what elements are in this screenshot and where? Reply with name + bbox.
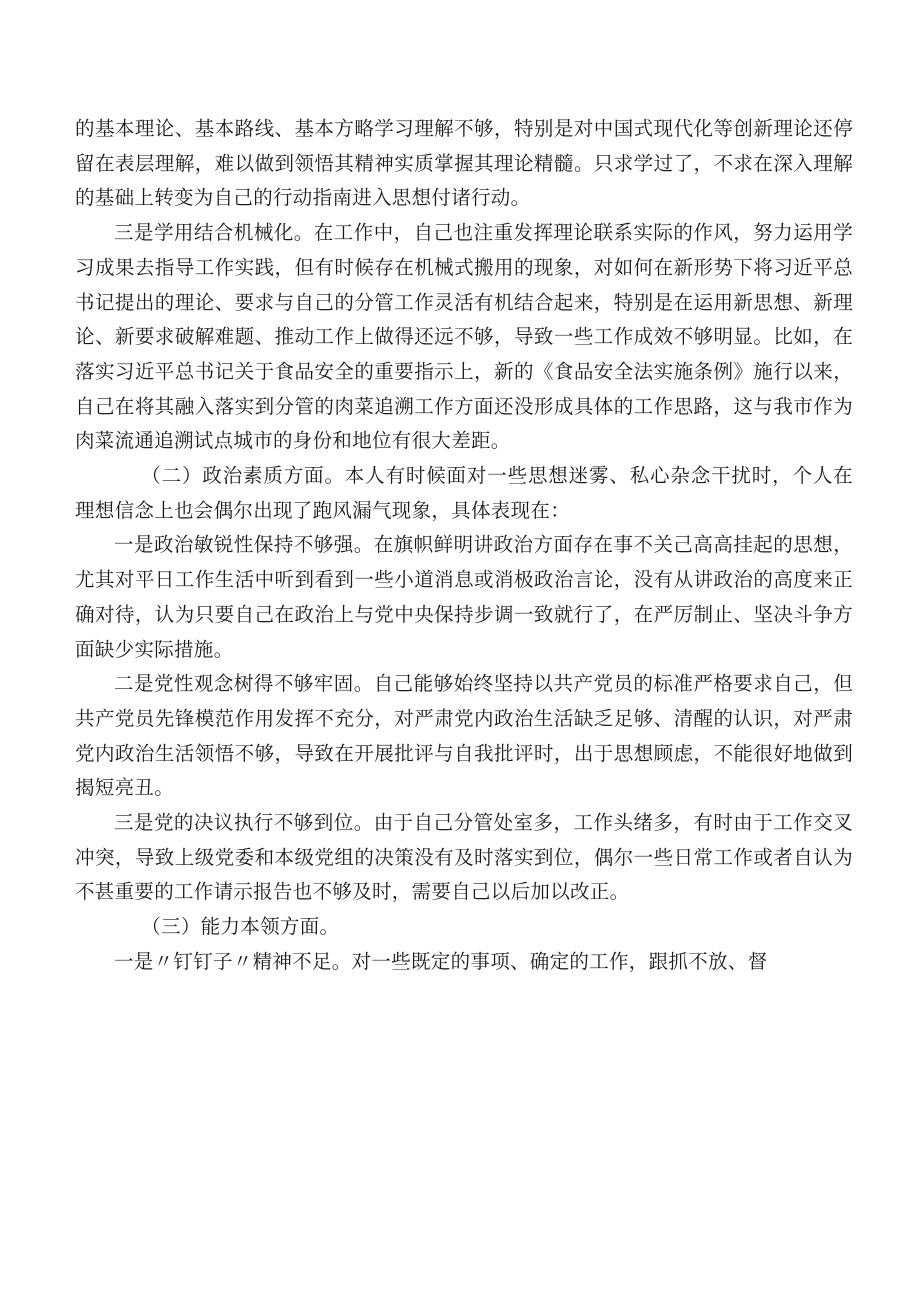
paragraph-theory-continuation: 的基本理论、基本路线、基本方略学习理解不够，特别是对中国式现代化等创新理论还停留在表层理解，难以做到领悟其精神实质掌握其理论精髓。只求学过了，不求在深入理解的基础上转变为自己的行动指南进入思想付诸行动。	[75, 117, 853, 210]
paragraph-mechanical-application: 三是学用结合机械化。在工作中，自己也注重发挥理论联系实际的作风，努力运用学习成果去指导工作实践，但有时候存在机械式搬用的现象，对如何在新形势下将习近平总书记提出的理论、要求与自己的分管工作灵活有机结合起来，特别是在运用新思想、新理论、新要求破解难题、推动工作上做得还远不够，导致一些工作成效不够明显。比如，在落实习近平总书记关于食品安全的重要指示上，新的《食品安全法实施条例》施行以来，自己在将其融入落实到分管的肉菜追溯工作方面还没形成具体的工作思路，这与我市作为肉菜流通追溯试点城市的身份和地位有很大差距。	[75, 221, 853, 453]
paragraph-party-spirit: 二是党性观念树得不够牢固。自己能够始终坚持以共产党员的标准严格要求自己，但共产党员先锋模范作用发挥不充分，对严肃党内政治生活缺乏足够、清醒的认识，对严肃党内政治生活领悟不够，导致在开展批评与自我批评时，出于思想顾虑，不能很好地做到揭短亮丑。	[75, 672, 853, 800]
paragraph-political-quality-heading: （二）政治素质方面。本人有时候面对一些思想迷雾、私心杂念干扰时，个人在理想信念上也会偶尔出现了跑风漏气现象，具体表现在：	[75, 464, 853, 522]
paragraph-nail-spirit: 一是〃钉钉子〃精神不足。对一些既定的事项、确定的工作，跟抓不放、督	[114, 949, 768, 973]
paragraph-resolution-execution: 三是党的决议执行不够到位。由于自己分管处室多，工作头绪多，有时由于工作交叉冲突，导致上级党委和本级党组的决策没有及时落实到位，偶尔一些日常工作或者自认为不甚重要的工作请示报告也不够及时，需要自己以后加以改正。	[75, 811, 853, 904]
paragraph-ability-heading: （三）能力本领方面。	[141, 915, 340, 939]
document-body	[75, 112, 853, 980]
paragraph-political-sensitivity: 一是政治敏锐性保持不够强。在旗帜鲜明讲政治方面存在事不关己高高挂起的思想，尤其对平日工作生活中听到看到一些小道消息或消极政治言论，没有从讲政治的高度来正确对待，认为只要自己在政治上与党中央保持步调一致就行了，在严厉制止、坚决斗争方面缺少实际措施。	[75, 533, 853, 661]
